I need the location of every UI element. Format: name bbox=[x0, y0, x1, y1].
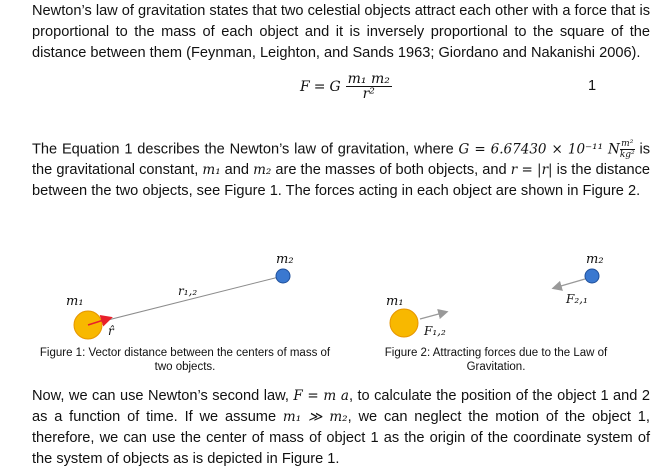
figure-2 bbox=[360, 245, 660, 345]
fig2-label-m2: m₂ bbox=[586, 252, 604, 267]
fig1-label-r12: r₁,₂ bbox=[178, 284, 198, 298]
equation-gravitation bbox=[300, 72, 393, 101]
eq-numerator: m₁ m₂ bbox=[347, 71, 390, 87]
fig1-label-rhat: r̂ bbox=[108, 324, 114, 338]
fig2-mass-2 bbox=[585, 269, 599, 283]
eq-lhs: F bbox=[300, 78, 310, 95]
fig2-label-f21: F₂,₁ bbox=[566, 292, 588, 306]
mass-assumption: m₁ ≫ m₂ bbox=[282, 409, 348, 425]
r-definition: r = |r| bbox=[510, 162, 553, 179]
fig2-force-21-arrow bbox=[554, 279, 585, 288]
newton-second-law: F = m a bbox=[293, 388, 349, 404]
p3-text-1: Now, we can use Newton’s second law, bbox=[32, 388, 294, 404]
paragraph-intro: Newton’s law of gravitation states that two celestial objects attract each other with a force that is proportional to the mass of each object and it is inversely proportional to the square of the distance between them (Feynman, Leighton, and Sands 1963; Giordano and Nakanishi 2006). bbox=[32, 3, 650, 61]
g-value: G = 6.67430 × 10⁻¹¹ N bbox=[458, 141, 620, 158]
paragraph-newton-second-law bbox=[32, 386, 650, 470]
p2-text-4: are the masses of both objects, and bbox=[271, 162, 511, 179]
g-unit-num: m² bbox=[621, 139, 634, 149]
p2-text-2: is the gravitational constant, bbox=[32, 141, 651, 179]
eq-equals: = bbox=[313, 78, 326, 95]
figure-1-caption: Figure 1: Vector distance between the centers of mass of two objects. bbox=[39, 347, 331, 373]
g-unit-den: kg² bbox=[619, 150, 635, 160]
figure-2-caption: Figure 2: Attracting forces due to the Law of Gravitation. bbox=[384, 347, 608, 373]
fig2-label-m1: m₁ bbox=[386, 294, 404, 309]
m1-symbol: m₁ bbox=[202, 162, 221, 179]
fig1-label-m1: m₁ bbox=[66, 294, 84, 309]
fig1-label-m2: m₂ bbox=[276, 252, 294, 267]
eq-coef: G bbox=[329, 78, 341, 95]
fig1-mass-2 bbox=[276, 269, 290, 283]
p3-text-2: , to calculate the position of the object 1 and 2 as a function of time. If we assume bbox=[32, 388, 650, 425]
fig2-force-12-arrow bbox=[420, 312, 446, 319]
m2-symbol: m₂ bbox=[253, 162, 272, 179]
p3-text-3: , we can neglect the motion of the object 1, therefore, we can use the center of mass of object 1 as the origin of the coordinate system of the system of objects as is depicted in Figure 1. bbox=[32, 409, 650, 467]
paragraph-description bbox=[32, 139, 650, 202]
p2-text-1: The Equation 1 describes the Newton’s law of gravitation, where bbox=[32, 141, 459, 158]
fig2-label-f12: F₁,₂ bbox=[424, 324, 446, 338]
p2-text-3: and bbox=[220, 162, 254, 179]
eq-fraction bbox=[346, 72, 392, 101]
eq-denominator: r² bbox=[362, 86, 375, 102]
fig2-mass-1 bbox=[390, 309, 418, 337]
g-unit-fraction bbox=[620, 139, 635, 160]
figure-1 bbox=[0, 245, 340, 345]
p2-text-5: is the distance between the two objects, see Figure 1. The forces acting in each object are shown in Figure 2. bbox=[32, 162, 650, 200]
equation-number: 1 bbox=[588, 78, 597, 94]
